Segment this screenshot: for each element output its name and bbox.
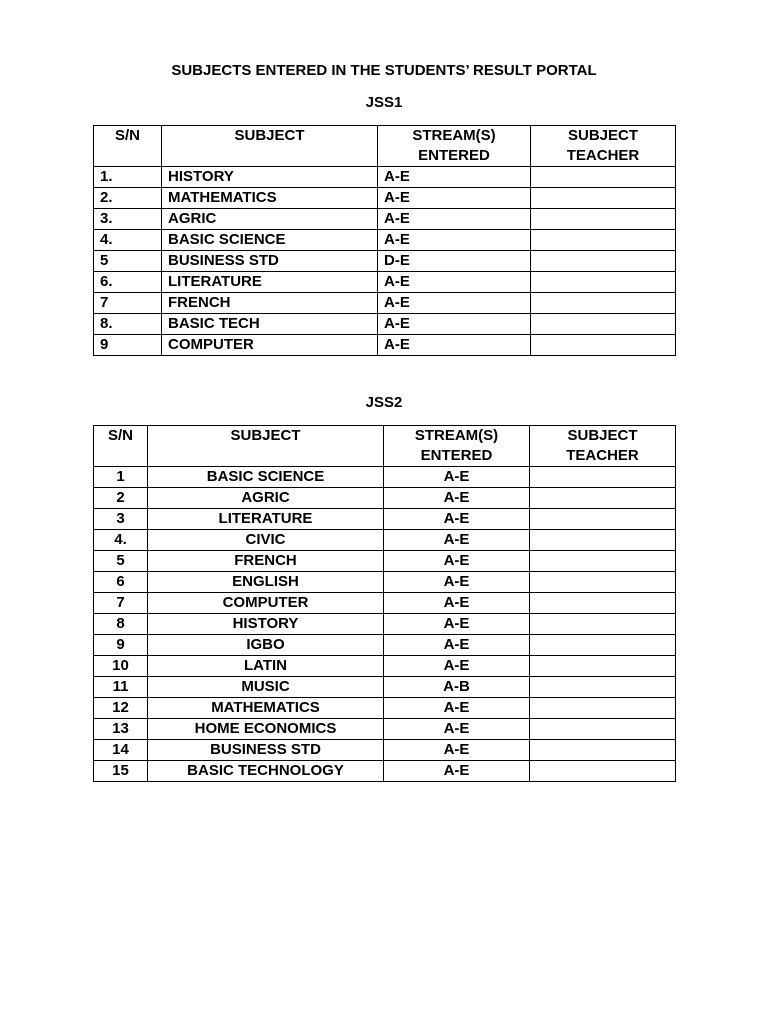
sn-cell: 7 <box>94 593 148 614</box>
sn-cell: 1. <box>94 167 162 188</box>
teacher-cell <box>531 251 676 272</box>
table-row <box>94 719 676 740</box>
header-streams-line1: STREAM(S) <box>412 127 496 144</box>
table-row <box>94 467 676 488</box>
table-row <box>94 698 676 719</box>
jss1-table-body <box>94 167 676 356</box>
subject-cell: BASIC SCIENCE <box>148 467 384 488</box>
header-teacher <box>530 426 676 467</box>
sn-cell: 12 <box>94 698 148 719</box>
header-subject-label: SUBJECT <box>234 127 305 144</box>
sn-cell: 6. <box>94 272 162 293</box>
subject-cell: HISTORY <box>162 167 378 188</box>
header-teacher-line2: TEACHER <box>566 447 639 464</box>
subject-cell: ENGLISH <box>148 572 384 593</box>
teacher-cell <box>531 167 676 188</box>
streams-cell: A-E <box>384 635 530 656</box>
table-row <box>94 167 676 188</box>
header-teacher-line2: TEACHER <box>566 147 640 164</box>
subject-cell: BASIC SCIENCE <box>162 230 378 251</box>
teacher-cell <box>531 272 676 293</box>
table-row <box>94 656 676 677</box>
teacher-cell <box>530 677 676 698</box>
teacher-cell <box>530 656 676 677</box>
table-row <box>94 572 676 593</box>
subject-cell: IGBO <box>148 635 384 656</box>
streams-cell: A-E <box>384 509 530 530</box>
table-row <box>94 488 676 509</box>
teacher-cell <box>531 314 676 335</box>
subject-cell: LITERATURE <box>162 272 378 293</box>
header-streams-line2: ENTERED <box>420 447 493 464</box>
streams-cell: A-E <box>384 719 530 740</box>
subject-cell: MATHEMATICS <box>162 188 378 209</box>
streams-cell: A-E <box>384 698 530 719</box>
teacher-cell <box>531 293 676 314</box>
sn-cell: 7 <box>94 293 162 314</box>
sn-cell: 15 <box>94 761 148 782</box>
teacher-cell <box>530 467 676 488</box>
sn-cell: 9 <box>94 635 148 656</box>
table-row <box>94 509 676 530</box>
sn-cell: 10 <box>94 656 148 677</box>
sn-cell: 4. <box>94 230 162 251</box>
table-row <box>94 188 676 209</box>
header-streams-line2: ENTERED <box>418 147 490 164</box>
streams-cell: D-E <box>378 251 531 272</box>
header-teacher-line1: SUBJECT <box>567 127 638 144</box>
table-header-row <box>94 426 676 467</box>
teacher-cell <box>530 488 676 509</box>
subject-cell: MATHEMATICS <box>148 698 384 719</box>
header-sn-label: S/N <box>107 427 133 444</box>
teacher-cell <box>530 572 676 593</box>
table-row <box>94 593 676 614</box>
subject-cell: AGRIC <box>162 209 378 230</box>
sn-cell: 1 <box>94 467 148 488</box>
subject-cell: CIVIC <box>148 530 384 551</box>
header-sn-label: S/N <box>114 127 140 144</box>
header-subject <box>162 126 378 167</box>
teacher-cell <box>530 740 676 761</box>
teacher-cell <box>530 530 676 551</box>
sn-cell: 9 <box>94 335 162 356</box>
streams-cell: A-E <box>384 761 530 782</box>
subject-cell: FRENCH <box>162 293 378 314</box>
sn-cell: 5 <box>94 251 162 272</box>
subject-cell: LITERATURE <box>148 509 384 530</box>
streams-cell: A-E <box>384 551 530 572</box>
subject-cell: LATIN <box>148 656 384 677</box>
header-streams <box>384 426 530 467</box>
teacher-cell <box>530 635 676 656</box>
streams-cell: A-E <box>384 572 530 593</box>
document-title: SUBJECTS ENTERED IN THE STUDENTS’ RESULT PORTAL <box>171 62 597 79</box>
teacher-cell <box>530 761 676 782</box>
table-row <box>94 272 676 293</box>
teacher-cell <box>530 593 676 614</box>
header-streams <box>378 126 531 167</box>
header-sn <box>94 426 148 467</box>
table-row <box>94 635 676 656</box>
table-row <box>94 677 676 698</box>
teacher-cell <box>530 614 676 635</box>
table-row <box>94 209 676 230</box>
subject-cell: BUSINESS STD <box>162 251 378 272</box>
sn-cell: 5 <box>94 551 148 572</box>
subject-cell: MUSIC <box>148 677 384 698</box>
table-row <box>94 293 676 314</box>
teacher-cell <box>531 335 676 356</box>
sn-cell: 8 <box>94 614 148 635</box>
teacher-cell <box>530 509 676 530</box>
header-subject <box>148 426 384 467</box>
sn-cell: 2 <box>94 488 148 509</box>
sn-cell: 13 <box>94 719 148 740</box>
teacher-cell <box>531 209 676 230</box>
subject-cell: HOME ECONOMICS <box>148 719 384 740</box>
table-row <box>94 314 676 335</box>
teacher-cell <box>530 698 676 719</box>
sn-cell: 8. <box>94 314 162 335</box>
teacher-cell <box>530 719 676 740</box>
streams-cell: A-E <box>378 272 531 293</box>
table-row <box>94 251 676 272</box>
streams-cell: A-E <box>384 530 530 551</box>
subject-cell: BUSINESS STD <box>148 740 384 761</box>
teacher-cell <box>531 188 676 209</box>
subject-cell: BASIC TECHNOLOGY <box>148 761 384 782</box>
header-subject-label: SUBJECT <box>230 427 301 444</box>
streams-cell: A-E <box>384 740 530 761</box>
subject-cell: HISTORY <box>148 614 384 635</box>
header-sn <box>94 126 162 167</box>
sn-cell: 11 <box>94 677 148 698</box>
subject-cell: AGRIC <box>148 488 384 509</box>
table-row <box>94 230 676 251</box>
teacher-cell <box>530 551 676 572</box>
jss2-heading: JSS2 <box>365 394 403 411</box>
subject-cell: BASIC TECH <box>162 314 378 335</box>
streams-cell: A-E <box>378 314 531 335</box>
sn-cell: 14 <box>94 740 148 761</box>
subject-cell: COMPUTER <box>162 335 378 356</box>
table-row <box>94 551 676 572</box>
streams-cell: A-E <box>384 467 530 488</box>
sn-cell: 6 <box>94 572 148 593</box>
streams-cell: A-B <box>384 677 530 698</box>
streams-cell: A-E <box>384 488 530 509</box>
jss2-table-body <box>94 467 676 782</box>
table-row <box>94 530 676 551</box>
sn-cell: 4. <box>94 530 148 551</box>
streams-cell: A-E <box>378 209 531 230</box>
jss1-heading: JSS1 <box>365 94 403 111</box>
sn-cell: 3 <box>94 509 148 530</box>
header-teacher-line1: SUBJECT <box>567 427 638 444</box>
header-teacher <box>531 126 676 167</box>
header-streams-line1: STREAM(S) <box>414 427 499 444</box>
table-row <box>94 761 676 782</box>
teacher-cell <box>531 230 676 251</box>
table-row <box>94 614 676 635</box>
jss2-subjects-table <box>93 425 676 782</box>
jss1-subjects-table <box>93 125 676 356</box>
streams-cell: A-E <box>384 614 530 635</box>
streams-cell: A-E <box>378 167 531 188</box>
table-header-row <box>94 126 676 167</box>
streams-cell: A-E <box>384 656 530 677</box>
sn-cell: 2. <box>94 188 162 209</box>
streams-cell: A-E <box>384 593 530 614</box>
subject-cell: COMPUTER <box>148 593 384 614</box>
sn-cell: 3. <box>94 209 162 230</box>
streams-cell: A-E <box>378 230 531 251</box>
table-row <box>94 740 676 761</box>
streams-cell: A-E <box>378 335 531 356</box>
table-row <box>94 335 676 356</box>
streams-cell: A-E <box>378 188 531 209</box>
streams-cell: A-E <box>378 293 531 314</box>
subject-cell: FRENCH <box>148 551 384 572</box>
